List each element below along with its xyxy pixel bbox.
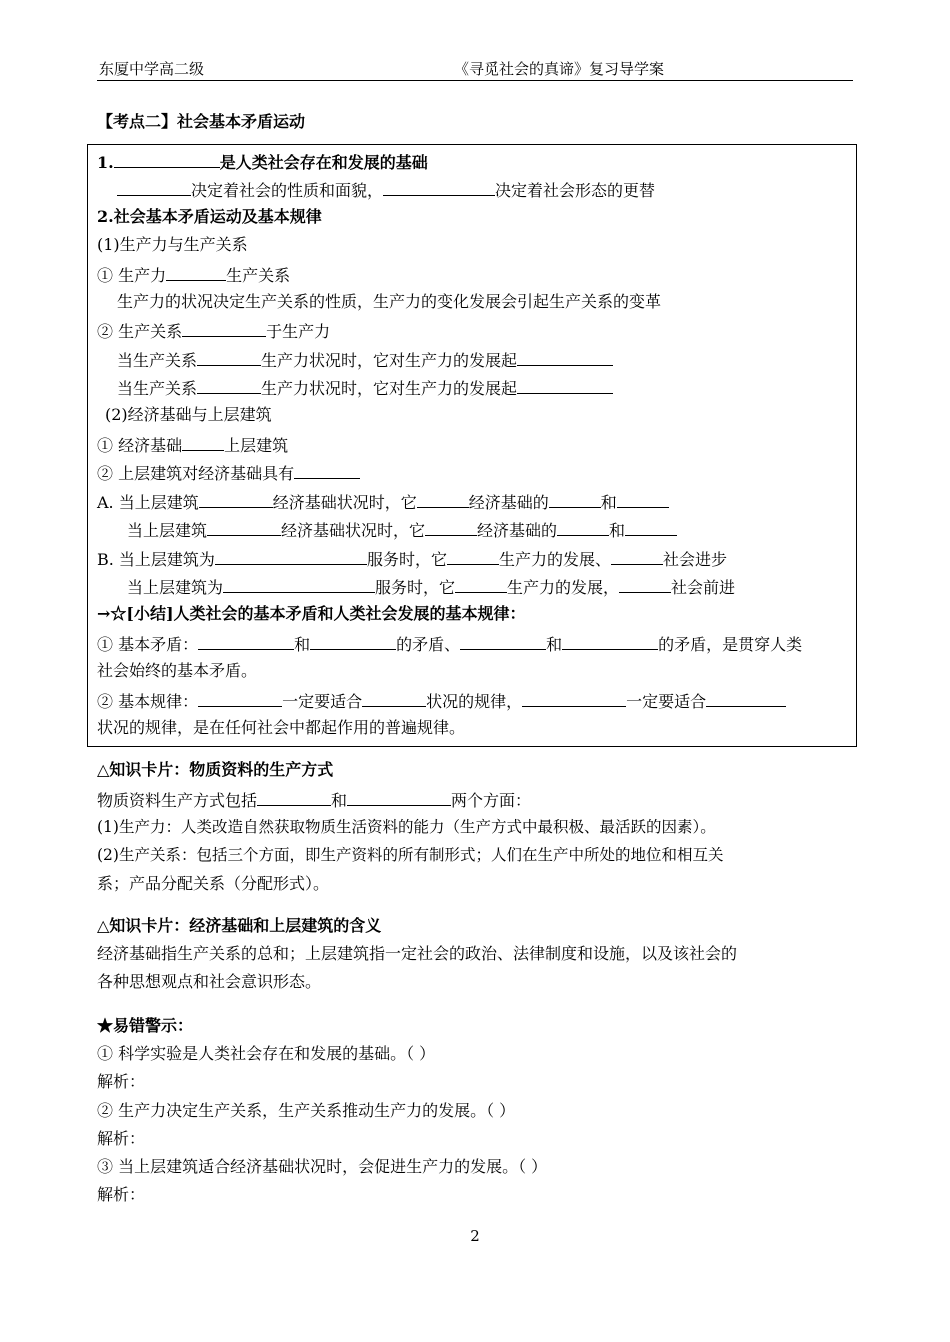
blank [562, 631, 658, 650]
card2-line-1: 经济基础指生产关系的总和；上层建筑指一定社会的政治、法律制度和设施，以及该社会的 [97, 944, 738, 963]
box-line-12: ② 上层建筑对经济基础具有 [97, 460, 360, 484]
box-line-8: 当生产关系 生产力状况时，它对生产力的发展起 [117, 347, 613, 371]
card2-line-2: 各种思想观点和社会意识形态。 [97, 972, 322, 991]
box-line-4: (1)生产力与生产关系 [97, 235, 248, 254]
box-line-20: ② 基本规律： 一定要适合 状况的规律， 一定要适合 [97, 688, 786, 712]
box-line-17: →☆[小结]人类社会的基本矛盾和人类社会发展的基本规律： [97, 604, 526, 623]
page-number: 2 [470, 1227, 480, 1245]
box-line-5: ① 生产力 生产关系 [97, 262, 290, 286]
blank [257, 787, 331, 806]
blank [517, 375, 613, 394]
blank [455, 574, 507, 593]
warning-a2: 解析： [97, 1129, 146, 1148]
blank [362, 688, 426, 707]
blank [310, 631, 396, 650]
box-line-19: 社会始终的基本矛盾。 [97, 661, 258, 680]
blank [417, 489, 469, 508]
blank [198, 688, 282, 707]
card2-title: △知识卡片：经济基础和上层建筑的含义 [97, 916, 382, 935]
warning-a1: 解析： [97, 1072, 146, 1091]
box-line-6: 生产力的状况决定生产关系的性质，生产力的变化发展会引起生产关系的变革 [117, 292, 662, 311]
blank [114, 149, 220, 168]
blank [611, 546, 663, 565]
blank [199, 489, 273, 508]
blank [447, 546, 499, 565]
card1-line-4: 系；产品分配关系（分配形式）。 [97, 874, 330, 893]
box-line-13: A. 当上层建筑 经济基础状况时，它 经济基础的 和 [97, 489, 669, 513]
blank [207, 517, 281, 536]
blank [182, 432, 224, 451]
blank [347, 787, 451, 806]
card1-line-3: (2)生产关系：包括三个方面，即生产资料的所有制形式；人们在生产中所处的地位和相互关 [97, 846, 724, 864]
warning-title: ★易错警示： [97, 1016, 194, 1035]
blank [198, 631, 294, 650]
box-line-21: 状况的规律，是在任何社会中都起作用的普遍规律。 [97, 718, 466, 737]
warning-q1: ① 科学实验是人类社会存在和发展的基础。（ ） [97, 1044, 436, 1063]
card1-line-2: (1)生产力：人类改造自然获取物质生活资料的能力（生产方式中最积极、最活跃的因素）。 [97, 818, 716, 836]
section-title: 【考点二】社会基本矛盾运动 [97, 112, 306, 131]
warning-a3: 解析： [97, 1185, 146, 1204]
blank [294, 460, 360, 479]
blank [215, 546, 367, 565]
warning-q3: ③ 当上层建筑适合经济基础状况时，会促进生产力的发展。（ ） [97, 1157, 548, 1176]
blank [182, 318, 266, 337]
blank [617, 489, 669, 508]
card1-title: △知识卡片：物质资料的生产方式 [97, 760, 334, 779]
box-line-7: ② 生产关系 于生产力 [97, 318, 330, 342]
blank [117, 177, 191, 196]
box-line-11: ① 经济基础 上层建筑 [97, 432, 288, 456]
blank [166, 262, 226, 281]
blank [557, 517, 609, 536]
box-line-15: B. 当上层建筑为 服务时，它 生产力的发展、 社会进步 [97, 546, 727, 570]
blank [383, 177, 495, 196]
blank [460, 631, 546, 650]
card1-line-1: 物质资料生产方式包括 和 两个方面： [97, 787, 531, 811]
blank [223, 574, 375, 593]
box-line-18: ① 基本矛盾： 和 的矛盾、 和 的矛盾，是贯穿人类 [97, 631, 802, 655]
header-title: 《寻觅社会的真谛》复习导学案 [454, 60, 665, 78]
box-line-1: 1. 是人类社会存在和发展的基础 [97, 149, 428, 173]
blank [625, 517, 677, 536]
blank [425, 517, 477, 536]
blank [706, 688, 786, 707]
blank [549, 489, 601, 508]
warning-q2: ② 生产力决定生产关系，生产关系推动生产力的发展。（ ） [97, 1101, 516, 1120]
page-header [97, 56, 853, 81]
blank [517, 347, 613, 366]
box-line-16: 当上层建筑为 服务时，它 生产力的发展， 社会前进 [127, 574, 735, 598]
blank [522, 688, 626, 707]
box-line-14: 当上层建筑 经济基础状况时，它 经济基础的 和 [127, 517, 677, 541]
header-school: 东厦中学高二级 [99, 60, 205, 78]
blank [197, 347, 261, 366]
box-line-9: 当生产关系 生产力状况时，它对生产力的发展起 [117, 375, 613, 399]
box-line-2: 决定着社会的性质和面貌， 决定着社会形态的更替 [117, 177, 655, 201]
box-line-10: (2)经济基础与上层建筑 [105, 405, 272, 424]
blank [619, 574, 671, 593]
blank [197, 375, 261, 394]
box-line-3: 2.社会基本矛盾运动及基本规律 [97, 207, 322, 226]
